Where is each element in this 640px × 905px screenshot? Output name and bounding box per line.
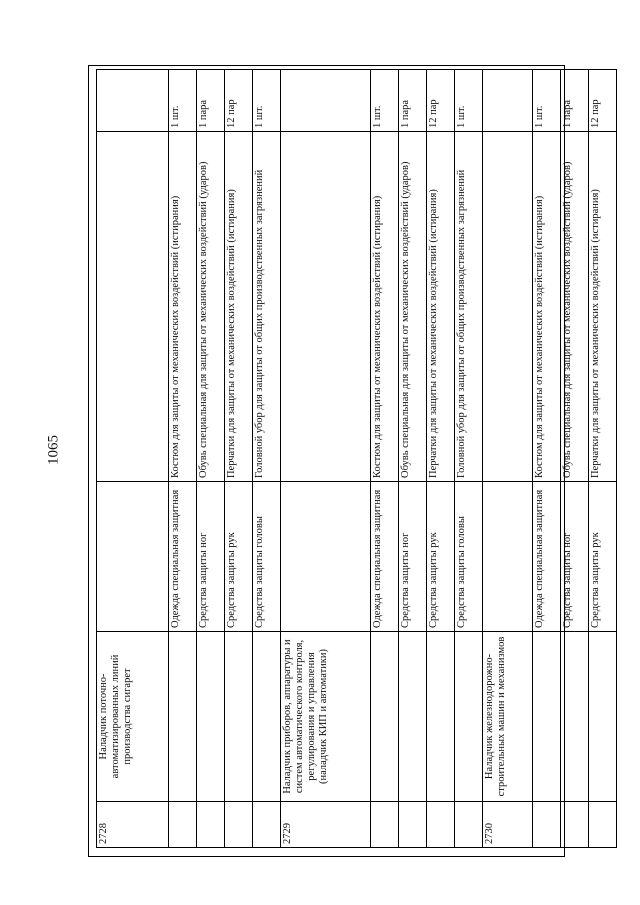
ppe-item-cell: Перчатки для защиты от механических воздействий (истирания) [589, 132, 617, 482]
ppe-type-cell: Средства защиты ног [561, 482, 589, 632]
ppe-type-cell [483, 482, 533, 632]
ppe-item-cell: Обувь специальная для защиты от механических воздействий (ударов) [399, 132, 427, 482]
table-row [97, 70, 169, 848]
ppe-item-cell: Обувь специальная для защиты от механических воздействий (ударов) [197, 132, 225, 482]
row-number-cell [169, 802, 197, 848]
table-row [169, 70, 197, 848]
ppe-quantity-cell: 1 шт. [371, 70, 399, 132]
ppe-quantity-cell: 1 шт. [169, 70, 197, 132]
ppe-type-cell: Средства защиты ног [197, 482, 225, 632]
ppe-type-cell: Одежда специальная защитная [533, 482, 561, 632]
ppe-item-cell: Костюм для защиты от механических воздействий (истирания) [371, 132, 399, 482]
ppe-item-cell: Головной убор для защиты от общих производственных загрязнений [253, 132, 281, 482]
ppe-quantity-cell: 1 пара [561, 70, 589, 132]
ppe-type-cell: Средства защиты ног [399, 482, 427, 632]
ppe-item-cell: Костюм для защиты от механических воздействий (истирания) [533, 132, 561, 482]
row-number-cell [197, 802, 225, 848]
table-row [455, 70, 483, 848]
profession-name-cell [427, 632, 455, 802]
table-row [427, 70, 455, 848]
ppe-quantity-cell: 1 пара [399, 70, 427, 132]
ppe-quantity-cell: 12 пар [225, 70, 253, 132]
ppe-table-rotated [96, 70, 601, 848]
row-number-cell [253, 802, 281, 848]
profession-name-cell [169, 632, 197, 802]
table-row [253, 70, 281, 848]
table-row [533, 70, 561, 848]
ppe-type-cell: Средства защиты головы [253, 482, 281, 632]
profession-name-cell: Наладчик поточно-автоматизированных линий производства сигарет [97, 632, 169, 802]
profession-name-cell [225, 632, 253, 802]
ppe-item-cell: Перчатки для защиты от механических воздействий (истирания) [225, 132, 253, 482]
ppe-quantity-cell [281, 70, 371, 132]
ppe-item-cell: Головной убор для защиты от общих производственных загрязнений [455, 132, 483, 482]
profession-name-cell [589, 632, 617, 802]
table-row [225, 70, 253, 848]
row-number-cell: 2729 [281, 802, 371, 848]
row-number-cell [589, 802, 617, 848]
row-number-cell [455, 802, 483, 848]
ppe-item-cell: Перчатки для защиты от механических воздействий (истирания) [427, 132, 455, 482]
ppe-item-cell: Обувь специальная для защиты от механических воздействий (ударов) [561, 132, 589, 482]
ppe-item-cell [281, 132, 371, 482]
ppe-quantity-cell: 1 шт. [455, 70, 483, 132]
ppe-item-cell: Костюм для защиты от механических воздействий (истирания) [169, 132, 197, 482]
profession-name-cell [253, 632, 281, 802]
table-row [483, 70, 533, 848]
profession-name-cell [371, 632, 399, 802]
ppe-quantity-cell: 12 пар [589, 70, 617, 132]
row-number-cell [561, 802, 589, 848]
ppe-quantity-cell [483, 70, 533, 132]
row-number-cell [399, 802, 427, 848]
ppe-quantity-cell: 1 пара [197, 70, 225, 132]
table-row [371, 70, 399, 848]
profession-name-cell [455, 632, 483, 802]
row-number-cell [371, 802, 399, 848]
ppe-type-cell: Средства защиты рук [589, 482, 617, 632]
ppe-item-cell [483, 132, 533, 482]
ppe-type-cell [97, 482, 169, 632]
ppe-type-cell: Одежда специальная защитная [169, 482, 197, 632]
ppe-type-cell [281, 482, 371, 632]
ppe-type-cell: Одежда специальная защитная [371, 482, 399, 632]
table-row [589, 70, 617, 848]
ppe-quantity-cell: 12 пар [427, 70, 455, 132]
profession-name-cell [561, 632, 589, 802]
ppe-table [96, 69, 617, 848]
profession-name-cell: Наладчик приборов, аппаратуры и систем автоматического контроля, регулирования и управления (наладчик КИП и автоматики) [281, 632, 371, 802]
table-row [197, 70, 225, 848]
ppe-type-cell: Средства защиты рук [427, 482, 455, 632]
row-number-cell: 2730 [483, 802, 533, 848]
row-number-cell [225, 802, 253, 848]
ppe-type-cell: Средства защиты головы [455, 482, 483, 632]
ppe-type-cell: Средства защиты рук [225, 482, 253, 632]
table-row [561, 70, 589, 848]
profession-name-cell: Наладчик железнодорожно-строительных машин и механизмов [483, 632, 533, 802]
profession-name-cell [533, 632, 561, 802]
ppe-quantity-cell: 1 шт. [533, 70, 561, 132]
profession-name-cell [399, 632, 427, 802]
row-number-cell [427, 802, 455, 848]
row-number-cell [533, 802, 561, 848]
table-row [399, 70, 427, 848]
row-number-cell: 2728 [97, 802, 169, 848]
ppe-item-cell [97, 132, 169, 482]
profession-name-cell [197, 632, 225, 802]
table-row [281, 70, 371, 848]
ppe-quantity-cell: 1 шт. [253, 70, 281, 132]
ppe-quantity-cell [97, 70, 169, 132]
